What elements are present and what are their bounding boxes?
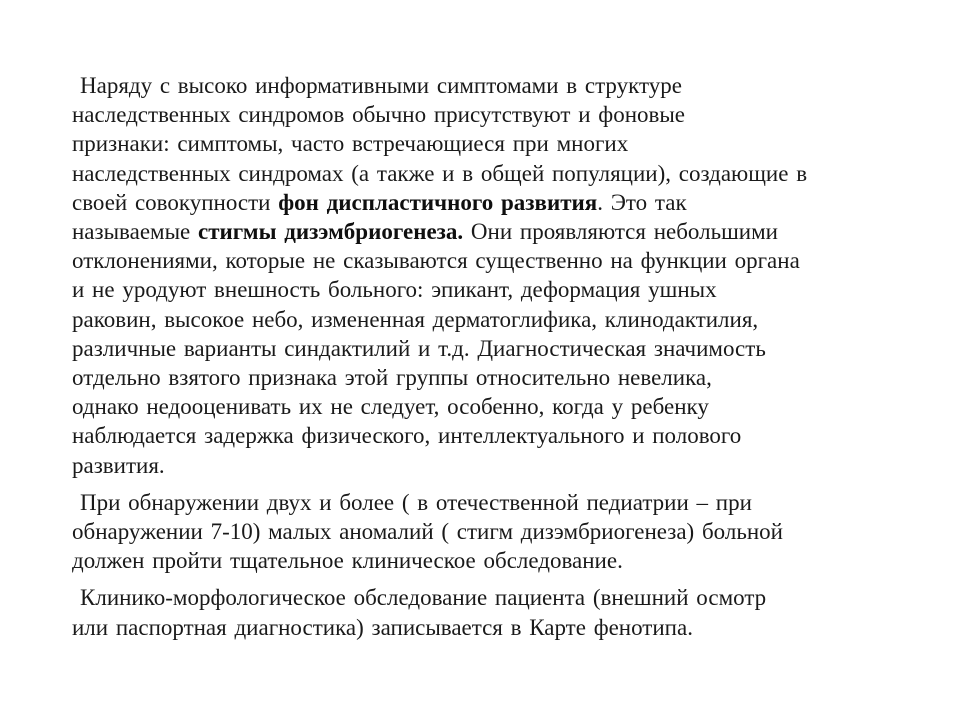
text-line	[72, 613, 922, 642]
text-run: Клинико-морфологическое обследование пациента (внешний осмотр	[80, 585, 767, 611]
text-line	[72, 71, 922, 100]
text-line	[72, 451, 922, 480]
text-line	[72, 363, 922, 392]
text-line	[72, 275, 922, 304]
bold-term: стигмы дизэмбриогенеза.	[198, 219, 464, 245]
text-run: обнаружении 7-10) малых аномалий ( стигм дизэмбриогенеза) больной	[72, 519, 783, 545]
text-run: различные варианты синдактилий и т.д. Диагностическая значимость	[72, 335, 766, 361]
text-line	[72, 546, 922, 575]
text-line	[72, 421, 922, 450]
paragraph-2	[72, 488, 922, 576]
text-run: наследственных синдромов обычно присутствуют и фоновые	[72, 102, 686, 128]
text-line	[72, 334, 922, 363]
text-run: однако недооценивать их не следует, особенно, когда у ребенку	[72, 394, 709, 420]
text-line	[72, 217, 922, 246]
text-run: признаки: симптомы, часто встречающиеся при многих	[72, 131, 629, 157]
text-line	[72, 100, 922, 129]
text-run: наследственных синдромах (а также и в общей популяции), создающие в	[72, 160, 808, 186]
text-line	[72, 583, 922, 612]
text-line	[72, 517, 922, 546]
text-line	[72, 129, 922, 158]
text-run: развития.	[72, 452, 165, 478]
text-line	[72, 188, 922, 217]
text-run: называемые	[72, 219, 198, 245]
text-line	[72, 305, 922, 334]
text-run: раковин, высокое небо, измененная дерматоглифика, клинодактилия,	[72, 306, 759, 332]
text-line	[72, 392, 922, 421]
text-run: отклонениями, которые не сказываются существенно на функции органа	[72, 248, 800, 274]
text-run: своей совокупности	[72, 189, 279, 215]
text-line	[72, 246, 922, 275]
text-line	[72, 159, 922, 188]
text-run: Они проявляются небольшими	[463, 219, 778, 245]
text-line	[72, 488, 922, 517]
text-run: или паспортная диагностика) записывается в Карте фенотипа.	[72, 614, 693, 640]
text-run: Наряду с высоко информативными симптомами в структуре	[80, 73, 682, 98]
text-run: должен пройти тщательное клиническое обследование.	[72, 548, 623, 574]
text-run: и не уродуют внешность больного: эпикант, деформация ушных	[72, 277, 717, 303]
bold-term: фон диспластичного развития	[278, 189, 598, 215]
slide-body-text	[72, 71, 922, 642]
paragraph-3	[72, 583, 922, 641]
paragraph-1	[72, 71, 922, 480]
text-run: При обнаружении двух и более ( в отечественной педиатрии – при	[80, 489, 752, 515]
text-run: отдельно взятого признака этой группы относительно невелика,	[72, 365, 712, 391]
text-run: наблюдается задержка физического, интеллектуального и полового	[72, 423, 742, 449]
text-run: . Это так	[597, 189, 687, 215]
